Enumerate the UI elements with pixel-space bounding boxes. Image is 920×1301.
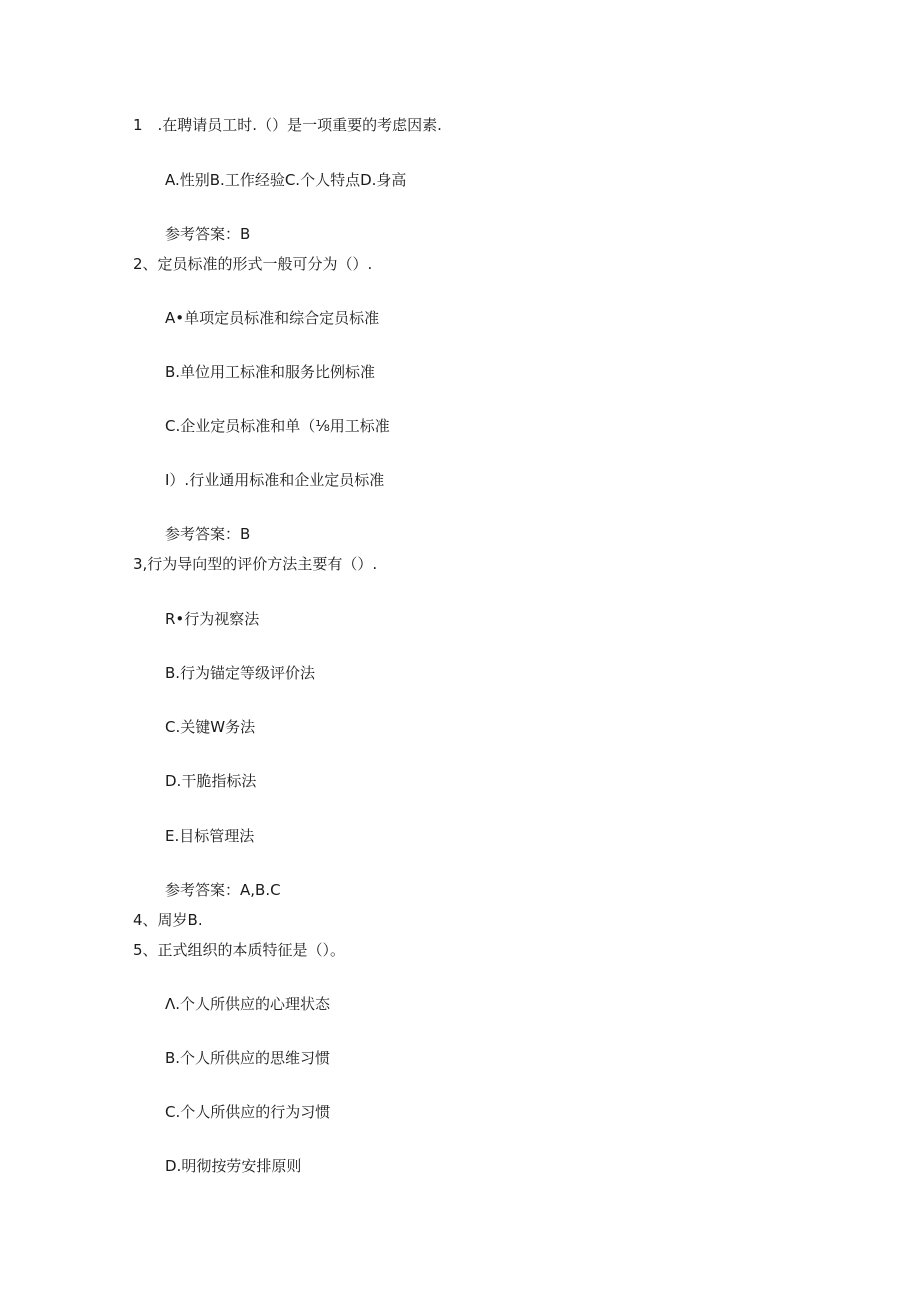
question-1-options: A.性别B.工作经验C.个人特点D.身高 bbox=[165, 171, 407, 189]
question-3-option-c: C.关键W务法 bbox=[165, 718, 256, 736]
question-5-option-b: B.个人所供应的思维习惯 bbox=[165, 1049, 331, 1067]
question-5-stem: 5、正式组织的本质特征是（）。 bbox=[133, 941, 346, 959]
question-1-stem: 1 .在聘请员工时.（）是一项重要的考虑因素. bbox=[133, 116, 442, 134]
question-3-stem: 3,行为导向型的评价方法主要有（）. bbox=[133, 555, 378, 573]
question-2-option-d: I）.行业通用标准和企业定员标准 bbox=[165, 471, 385, 489]
question-5-option-c: C.个人所供应的行为习惯 bbox=[165, 1103, 331, 1121]
question-3-option-d: D.干脆指标法 bbox=[165, 772, 257, 790]
question-5-option-d: D.明彻按劳安排原则 bbox=[165, 1157, 302, 1175]
question-3-option-e: E.目标管理法 bbox=[165, 827, 255, 845]
question-3-option-b: B.行为锚定等级评价法 bbox=[165, 664, 316, 682]
question-1-answer: 参考答案：B bbox=[165, 225, 251, 243]
question-2-option-b: B.单位用工标准和服务比例标准 bbox=[165, 363, 376, 381]
question-4-stem: 4、周岁B. bbox=[133, 911, 203, 929]
question-5-option-a: Λ.个人所供应的心理状态 bbox=[165, 995, 331, 1013]
question-2-option-c: C.企业定员标准和单（⅛用工标准 bbox=[165, 417, 390, 435]
question-2-option-a: A•单项定员标准和综合定员标准 bbox=[165, 309, 380, 327]
question-2-stem: 2、定员标准的形式一般可分为（）. bbox=[133, 255, 373, 273]
question-3-answer: 参考答案：A,B.C bbox=[165, 881, 281, 899]
question-2-answer: 参考答案：B bbox=[165, 525, 251, 543]
question-3-option-a: R•行为视察法 bbox=[165, 610, 260, 628]
